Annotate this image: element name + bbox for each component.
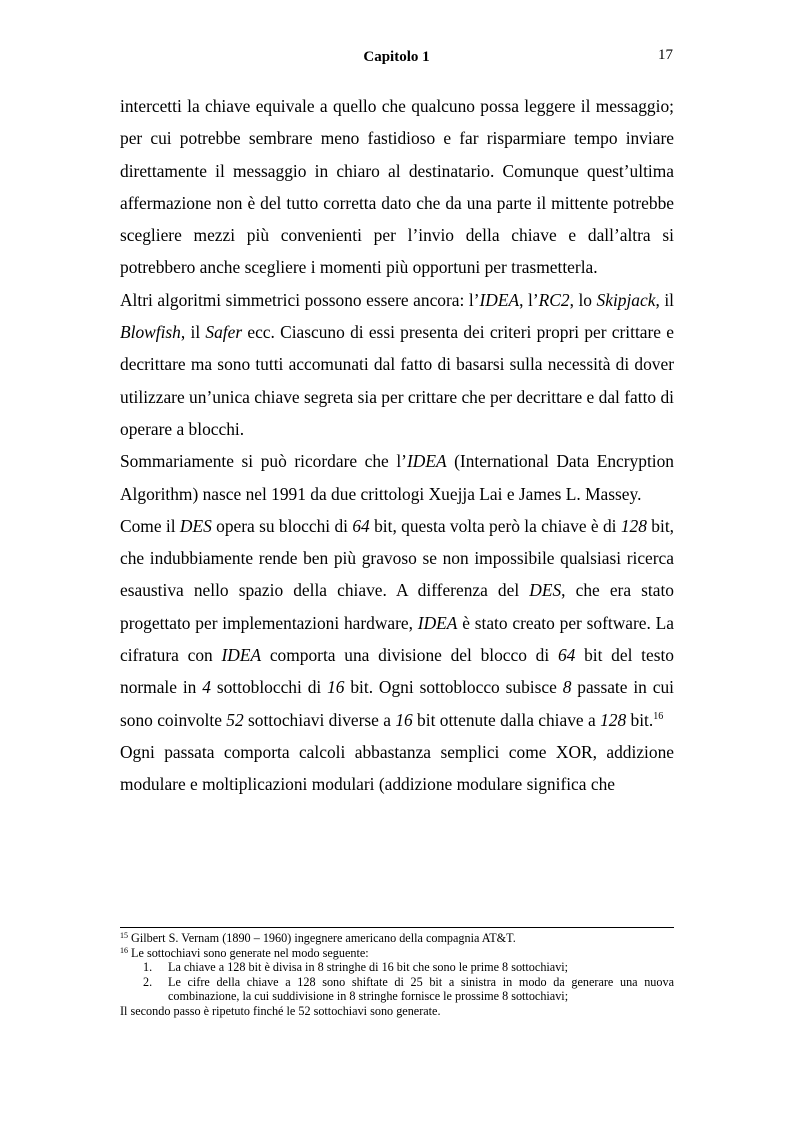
- text-run: passate in cui sono coinvolte: [120, 677, 674, 730]
- page-number: 17: [658, 47, 673, 63]
- italic-term: 64: [557, 645, 576, 666]
- list-item: [120, 960, 674, 975]
- paragraph: [120, 284, 674, 445]
- italic-term: 4: [202, 677, 211, 698]
- text-run: , lo: [569, 289, 597, 310]
- footnote-steps: [120, 960, 674, 1004]
- italic-term: IDEA: [417, 612, 458, 633]
- italic-term: Safer: [205, 322, 243, 343]
- text-run: Ogni passata comporta calcoli abbastanza semplici come XOR, addizione modulare e moltiplicazioni modulari (addizione modulare significa che: [120, 741, 674, 795]
- text-run: opera su blocchi di: [211, 515, 353, 536]
- text-run: Come il: [120, 515, 180, 536]
- footnote-15: [120, 931, 674, 946]
- paragraph: [120, 736, 674, 801]
- text-run: bit, che indubbiamente rende ben più gravoso se non impossibile qualsiasi ricerca esaustiva nello spazio della chiave. A differenza del: [120, 515, 675, 601]
- paragraph: [120, 90, 674, 284]
- text-run: , il: [655, 289, 674, 310]
- footnote-closing: Il secondo passo è ripetuto finché le 52 sottochiavi sono generate.: [120, 1003, 441, 1018]
- text-run: , l’: [519, 289, 539, 310]
- text-run: bit ottenute dalla chiave a: [412, 709, 601, 730]
- italic-term: 52: [226, 709, 244, 730]
- text-run: intercetti la chiave equivale a quello che qualcuno possa leggere il messaggio; per cui potrebbe sembrare meno fastidioso e far risparmiare tempo inviare direttamente il messaggio in chiaro al destinatario. Comunque quest’ultima affermazione non è del tutto corretta dato che da una parte il mittente potrebbe scegliere mezzi più convenienti per l’invio della chiave e dall’altra si potrebbero anche scegliere i momenti più opportuni per trasmetterla.: [120, 96, 674, 278]
- italic-term: DES: [179, 515, 212, 536]
- footnote-marker: 15: [120, 931, 128, 940]
- text-run: è stato creato per software. La cifratura con: [120, 612, 674, 666]
- text-run: bit. Ogni sottoblocco subisce: [344, 677, 563, 698]
- italic-term: Blowfish: [120, 322, 181, 343]
- italic-term: 128: [600, 709, 627, 730]
- italic-term: 16: [395, 709, 413, 730]
- italic-term: DES: [529, 580, 562, 601]
- text-run: comporta una divisione del blocco di: [261, 645, 558, 666]
- text-run: sottoblocchi di: [210, 677, 328, 698]
- text-run: Altri algoritmi simmetrici possono essere ancora: l’: [120, 289, 480, 310]
- text-run: bit.: [626, 709, 654, 730]
- italic-term: Skipjack: [596, 289, 656, 310]
- footnote-ref: 16: [653, 710, 664, 722]
- italic-term: 64: [352, 515, 370, 536]
- italic-term: 128: [620, 515, 647, 536]
- text-run: bit, questa volta però la chiave è di: [369, 515, 621, 536]
- step-text: La chiave a 128 bit è divisa in 8 stringhe di 16 bit che sono le prime 8 sottochiavi;: [168, 960, 569, 975]
- text-run: , il: [180, 322, 206, 343]
- italic-term: IDEA: [221, 645, 262, 666]
- footnote-marker: 16: [120, 945, 128, 955]
- paragraph: [120, 510, 674, 736]
- text-run: (International Data Encryption Algorithm) nasce nel 1991 da due crittologi Xuejja Lai e James L. Massey.: [120, 451, 674, 504]
- italic-term: 16: [327, 677, 345, 698]
- body-text: [120, 90, 674, 801]
- step-text: Le cifre della chiave a 128 sono shiftate di 25 bit a sinistra in modo da generare una nuova combinazione, la cui suddivisione in 8 stringhe fornisce le prossime 8 sottochiavi;: [168, 974, 674, 1004]
- list-item: [120, 975, 674, 1004]
- footnote-text: Le sottochiavi sono generate nel modo seguente:: [128, 945, 369, 960]
- step-number: 2.: [143, 974, 153, 989]
- text-run: ecc. Ciascuno di essi presenta dei criteri propri per crittare e decrittare ma sono tutti accomunati dal fatto di basarsi sulla necessità di dover utilizzare un’unica chiave segreta sia per crittare che per decrittare e dal fatto di operare a blocchi.: [120, 322, 674, 439]
- text-run: sottochiavi diverse a: [243, 709, 396, 730]
- italic-term: 8: [562, 677, 572, 698]
- italic-term: RC2: [538, 289, 570, 310]
- footnote-text: Gilbert S. Vernam (1890 – 1960) ingegnere americano della compagnia AT&T.: [128, 931, 516, 945]
- paragraph: [120, 445, 674, 510]
- text-run: Sommariamente si può ricordare che l’: [120, 451, 407, 472]
- text-run: , che era stato progettato per implementazioni hardware,: [120, 580, 674, 633]
- footnotes: [120, 931, 674, 1019]
- italic-term: IDEA: [406, 451, 447, 472]
- footnote-16: [120, 946, 674, 961]
- chapter-title: Capitolo 1: [363, 49, 430, 65]
- italic-term: IDEA: [479, 289, 520, 310]
- text-run: bit del testo normale in: [120, 645, 674, 698]
- step-number: 1.: [143, 960, 153, 975]
- footnote-separator: [120, 927, 674, 928]
